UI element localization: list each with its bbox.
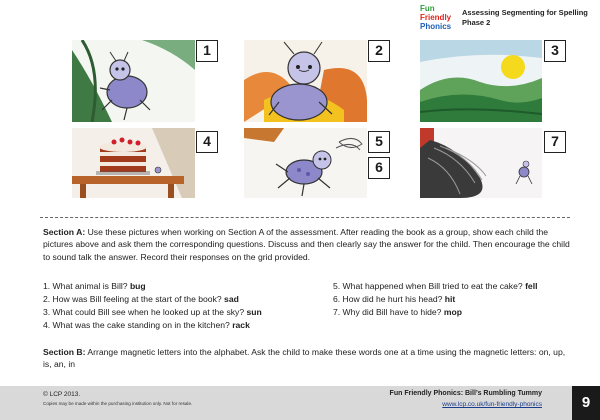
answer-2: sad bbox=[224, 294, 239, 304]
answer-4: rack bbox=[232, 320, 250, 330]
logo-word-fun: Fun bbox=[420, 4, 435, 13]
picture-number-4: 4 bbox=[196, 131, 218, 153]
picture-number-2: 2 bbox=[368, 40, 390, 62]
picture-4-cake-on-rack bbox=[72, 128, 195, 198]
logo-word-phonics: Phonics bbox=[420, 22, 452, 31]
section-b-label: Section B: bbox=[43, 347, 86, 357]
page-title-line2: Phase 2 bbox=[462, 18, 491, 27]
copyright: © LCP 2013. bbox=[43, 391, 81, 398]
picture-number-1: 1 bbox=[196, 40, 218, 62]
picture-number-3: 3 bbox=[544, 40, 566, 62]
dashed-divider bbox=[40, 217, 570, 218]
answer-5: fell bbox=[525, 281, 538, 291]
book-title: Fun Friendly Phonics: Bill’s Rumbling Tummy bbox=[389, 390, 542, 397]
page-title bbox=[462, 8, 588, 28]
question-4: 4. What was the cake standing on in the kitchen? rack bbox=[43, 320, 250, 330]
answer-6: hit bbox=[444, 294, 456, 304]
picture-5-6-bug-hit-head bbox=[244, 128, 367, 198]
copy-notice: Copies may be made within the purchasing institution only. Not for resale. bbox=[43, 401, 193, 406]
section-a-text: Use these pictures when working on Section A of the assessment. After reading the book as a group, show each child the pictures above and ask them the corresponding questions. Discuss and then clearly say the answer for the child. Then encourage the child to sound talk the answer. Record their responses on the grid provided. bbox=[43, 227, 570, 262]
answer-7: mop bbox=[443, 307, 462, 317]
question-7: 7. Why did Bill have to hide? mop bbox=[333, 307, 462, 317]
section-a-instructions bbox=[43, 226, 573, 263]
answer-1: bug bbox=[129, 281, 146, 291]
fun-friendly-phonics-logo bbox=[418, 4, 458, 34]
question-2: 2. How was Bill feeling at the start of the book? sad bbox=[43, 294, 239, 304]
picture-1-bug-on-leaf bbox=[72, 40, 195, 122]
page-number: 9 bbox=[572, 386, 600, 420]
picture-3-sun-and-hills bbox=[420, 40, 542, 122]
picture-7-bug-hiding-mop bbox=[420, 128, 542, 198]
section-b-text: Arrange magnetic letters into the alphabet. Ask the child to make these words one at a time using the magnetic letters: on, up, is, an, in bbox=[43, 347, 566, 370]
picture-number-7: 7 bbox=[544, 131, 566, 153]
question-3: 3. What could Bill see when he looked up at the sky? sun bbox=[43, 307, 262, 317]
picture-number-6: 6 bbox=[368, 157, 390, 179]
page-title-line1: Assessing Segmenting for Spelling bbox=[462, 8, 588, 17]
section-a-label: Section A: bbox=[43, 227, 86, 237]
answer-3: sun bbox=[246, 307, 262, 317]
question-5: 5. What happened when Bill tried to eat the cake? fell bbox=[333, 281, 538, 291]
picture-number-5: 5 bbox=[368, 131, 390, 153]
picture-2-bug-on-flower bbox=[244, 40, 367, 122]
section-b-instructions bbox=[43, 346, 573, 371]
website-link[interactable]: www.lcp.co.uk/fun-friendly-phonics bbox=[442, 401, 542, 408]
question-6: 6. How did he hurt his head? hit bbox=[333, 294, 456, 304]
logo-word-friendly: Friendly bbox=[420, 13, 452, 22]
question-1: 1. What animal is Bill? bug bbox=[43, 281, 146, 291]
